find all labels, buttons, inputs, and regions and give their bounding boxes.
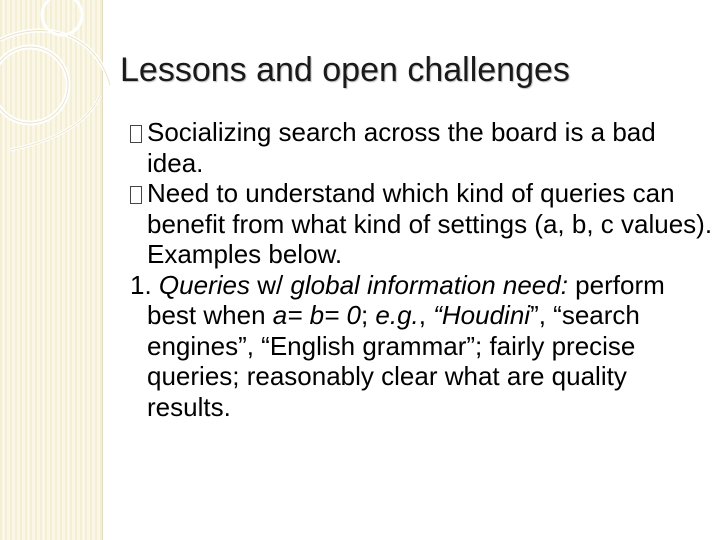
item-perform: perform best when <box>147 269 665 330</box>
item-queries: Queries <box>158 269 250 300</box>
item-comma: , <box>418 300 434 330</box>
bullet-icon <box>130 117 147 148</box>
item-houdini: “Houdini <box>433 300 531 330</box>
item-eg: e.g. <box>375 300 419 330</box>
bullet-socializing-text: Socializing search across the board is a bad idea. <box>147 117 656 178</box>
bullet-socializing <box>130 117 715 178</box>
item-global-need: global information need: <box>290 269 568 300</box>
decorative-swirl-icon <box>0 0 140 220</box>
numbered-item-1 <box>130 270 715 423</box>
item-abc: a= b= 0 <box>272 300 361 330</box>
item-w: w/ <box>249 269 291 300</box>
slide-body <box>130 117 715 422</box>
item-semicolon: ; <box>360 300 376 330</box>
item-number: 1. <box>130 269 159 300</box>
bullet-need-text: Need to understand which kind of queries can benefit from what kind of settings (a, b, c values). Examples below. <box>147 178 713 269</box>
bullet-need-to-understand <box>130 178 715 270</box>
slide-title: Lessons and open challenges <box>120 51 570 89</box>
item-rest: ”, “search engines”, “English grammar”; fairly precise queries; reasonably clear what are quality results. <box>147 300 640 422</box>
bullet-icon <box>130 178 147 209</box>
